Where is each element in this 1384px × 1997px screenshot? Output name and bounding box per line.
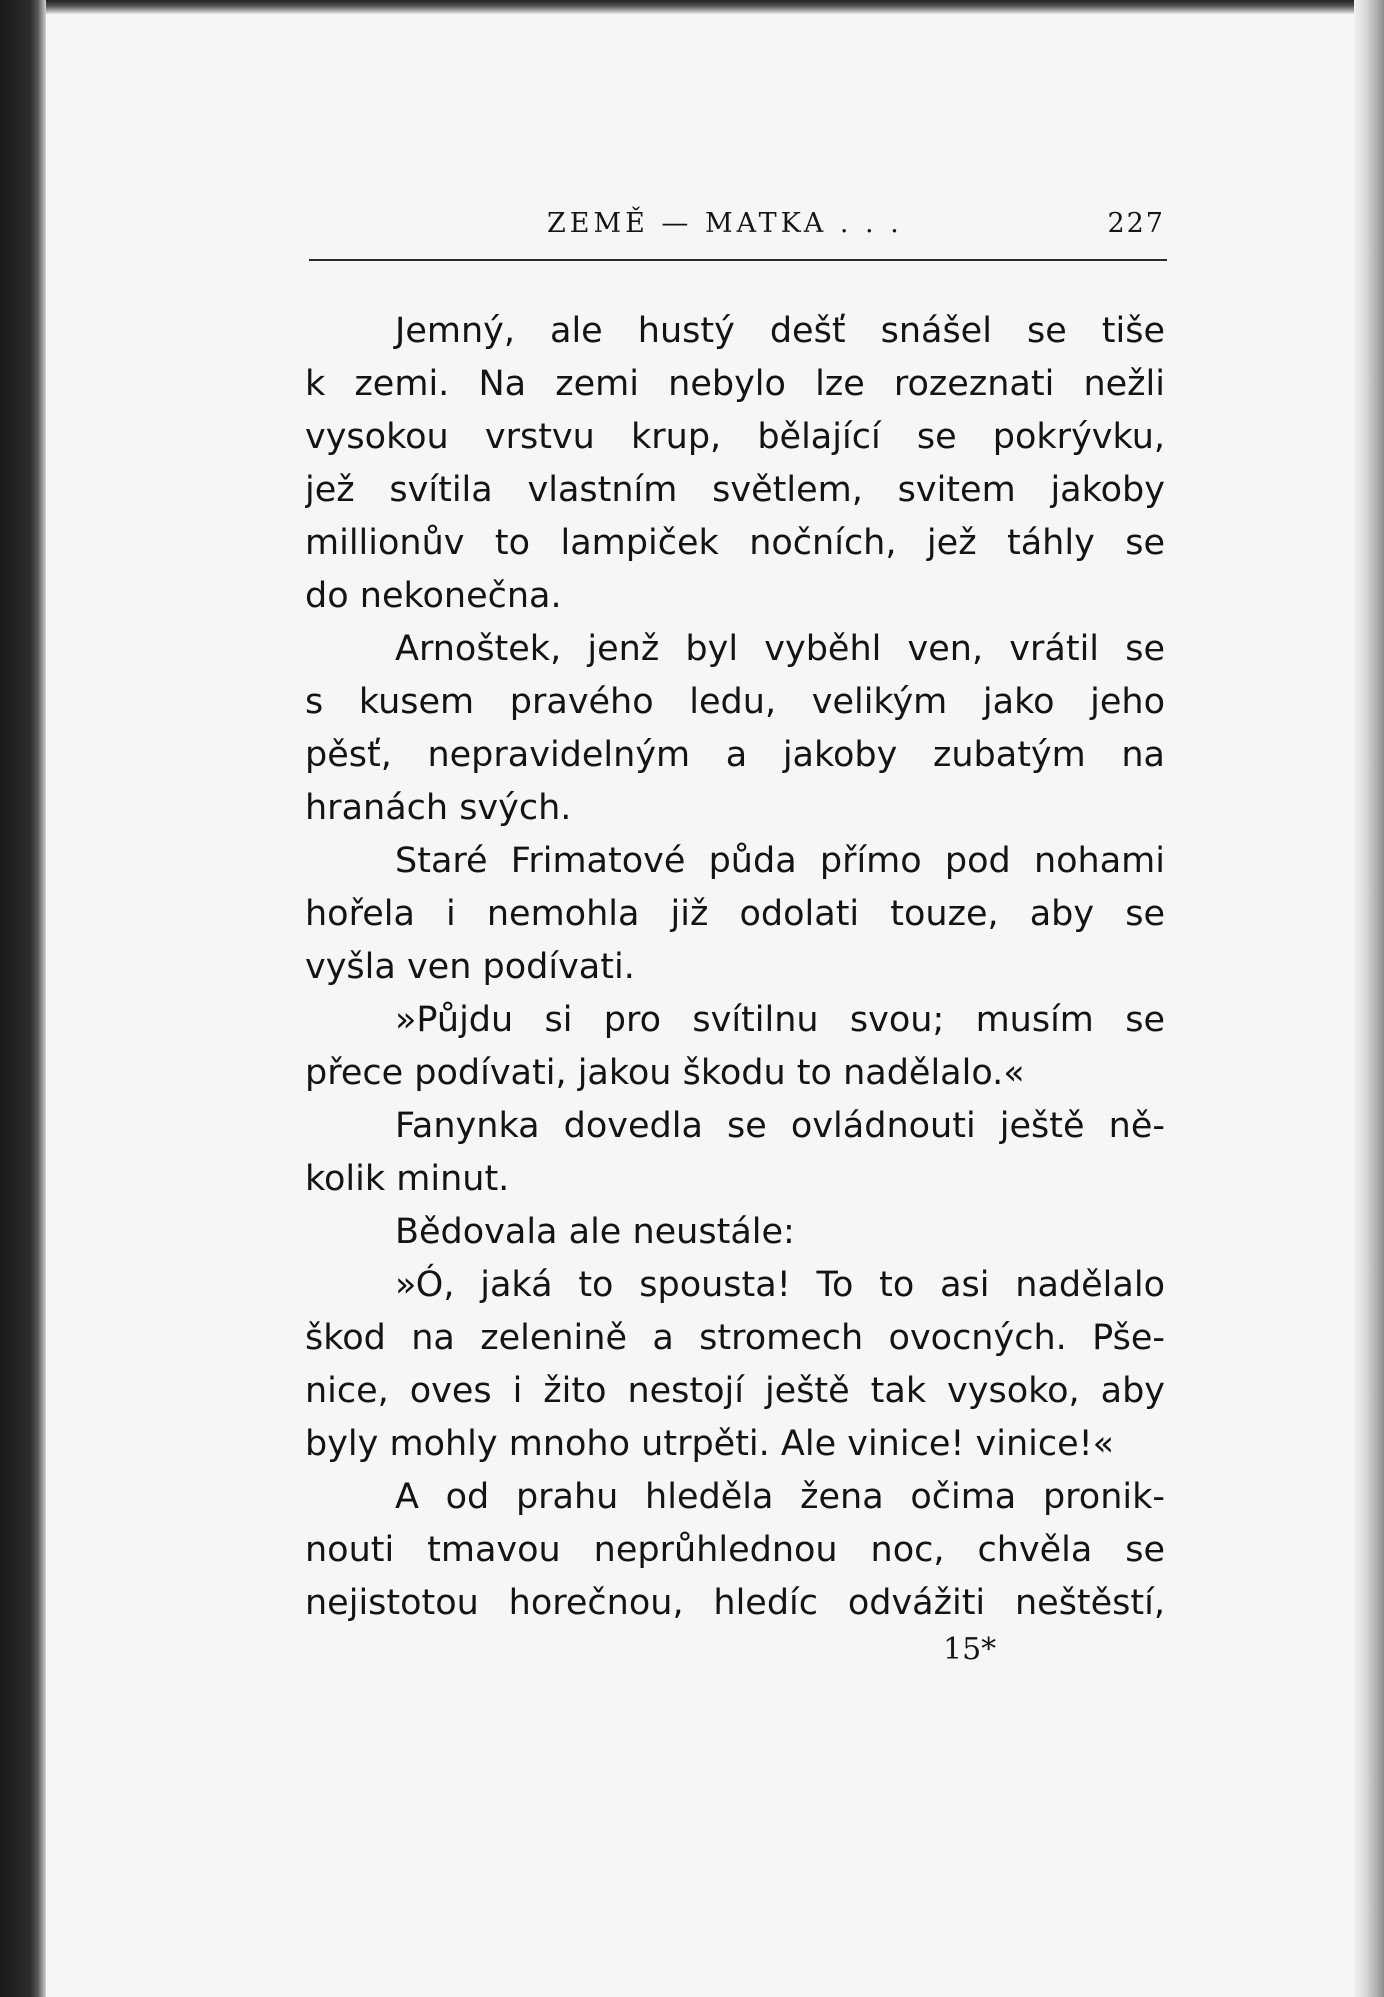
page-number: 227 <box>1107 208 1165 239</box>
signature-mark: 15* <box>943 1632 997 1667</box>
text-line: vysokou vrstvu krup, bělající se pokrývku, <box>305 417 1165 457</box>
text-line: kolik minut. <box>305 1159 510 1199</box>
text-line: jež svítila vlastním světlem, svitem jakoby <box>305 470 1165 510</box>
text-line: A od prahu hleděla žena očima pronik- <box>395 1477 1165 1517</box>
text-line: millionův to lampiček nočních, jež táhly se <box>305 523 1165 563</box>
text-line: Bědovala ale neustále: <box>395 1212 795 1252</box>
text-line: nice, oves i žito nestojí ještě tak vysoko, aby <box>305 1371 1165 1411</box>
text-line: »Ó, jaká to spousta! To to asi nadělalo <box>395 1265 1165 1305</box>
text-line: Staré Frimatové půda přímo pod nohami <box>395 841 1165 881</box>
running-head <box>309 204 1165 254</box>
text-line: přece podívati, jakou škodu to nadělalo.« <box>305 1053 1025 1093</box>
text-line: s kusem pravého ledu, velikým jako jeho <box>305 682 1165 722</box>
book-spine-shadow <box>0 0 46 1997</box>
scan-right-edge <box>1354 0 1384 1997</box>
text-line: škod na zelenině a stromech ovocných. Pše- <box>305 1318 1165 1358</box>
header-rule <box>309 259 1167 261</box>
text-line: do nekonečna. <box>305 576 562 616</box>
text-line: nejistotou horečnou, hledíc odvážiti neštěstí, <box>305 1583 1165 1623</box>
text-line: hranách svých. <box>305 788 572 828</box>
text-line: pěsť, nepravidelným a jakoby zubatým na <box>305 735 1165 775</box>
running-head-title: ZEMĚ — MATKA . . . <box>547 208 903 239</box>
scan-top-edge <box>0 0 1384 14</box>
text-line: Arnoštek, jenž byl vyběhl ven, vrátil se <box>395 629 1165 669</box>
text-line: byly mohly mnoho utrpěti. Ale vinice! vinice!« <box>305 1424 1115 1464</box>
text-line: vyšla ven podívati. <box>305 947 635 987</box>
text-line: hořela i nemohla již odolati touze, aby se <box>305 894 1165 934</box>
text-line: k zemi. Na zemi nebylo lze rozeznati nežli <box>305 364 1165 404</box>
text-line: »Půjdu si pro svítilnu svou; musím se <box>395 1000 1165 1040</box>
text-line: Fanynka dovedla se ovládnouti ještě ně- <box>395 1106 1165 1146</box>
text-line: nouti tmavou neprůhlednou noc, chvěla se <box>305 1530 1165 1570</box>
text-line: Jemný, ale hustý dešť snášel se tiše <box>395 311 1165 351</box>
body-text <box>305 305 1165 1630</box>
